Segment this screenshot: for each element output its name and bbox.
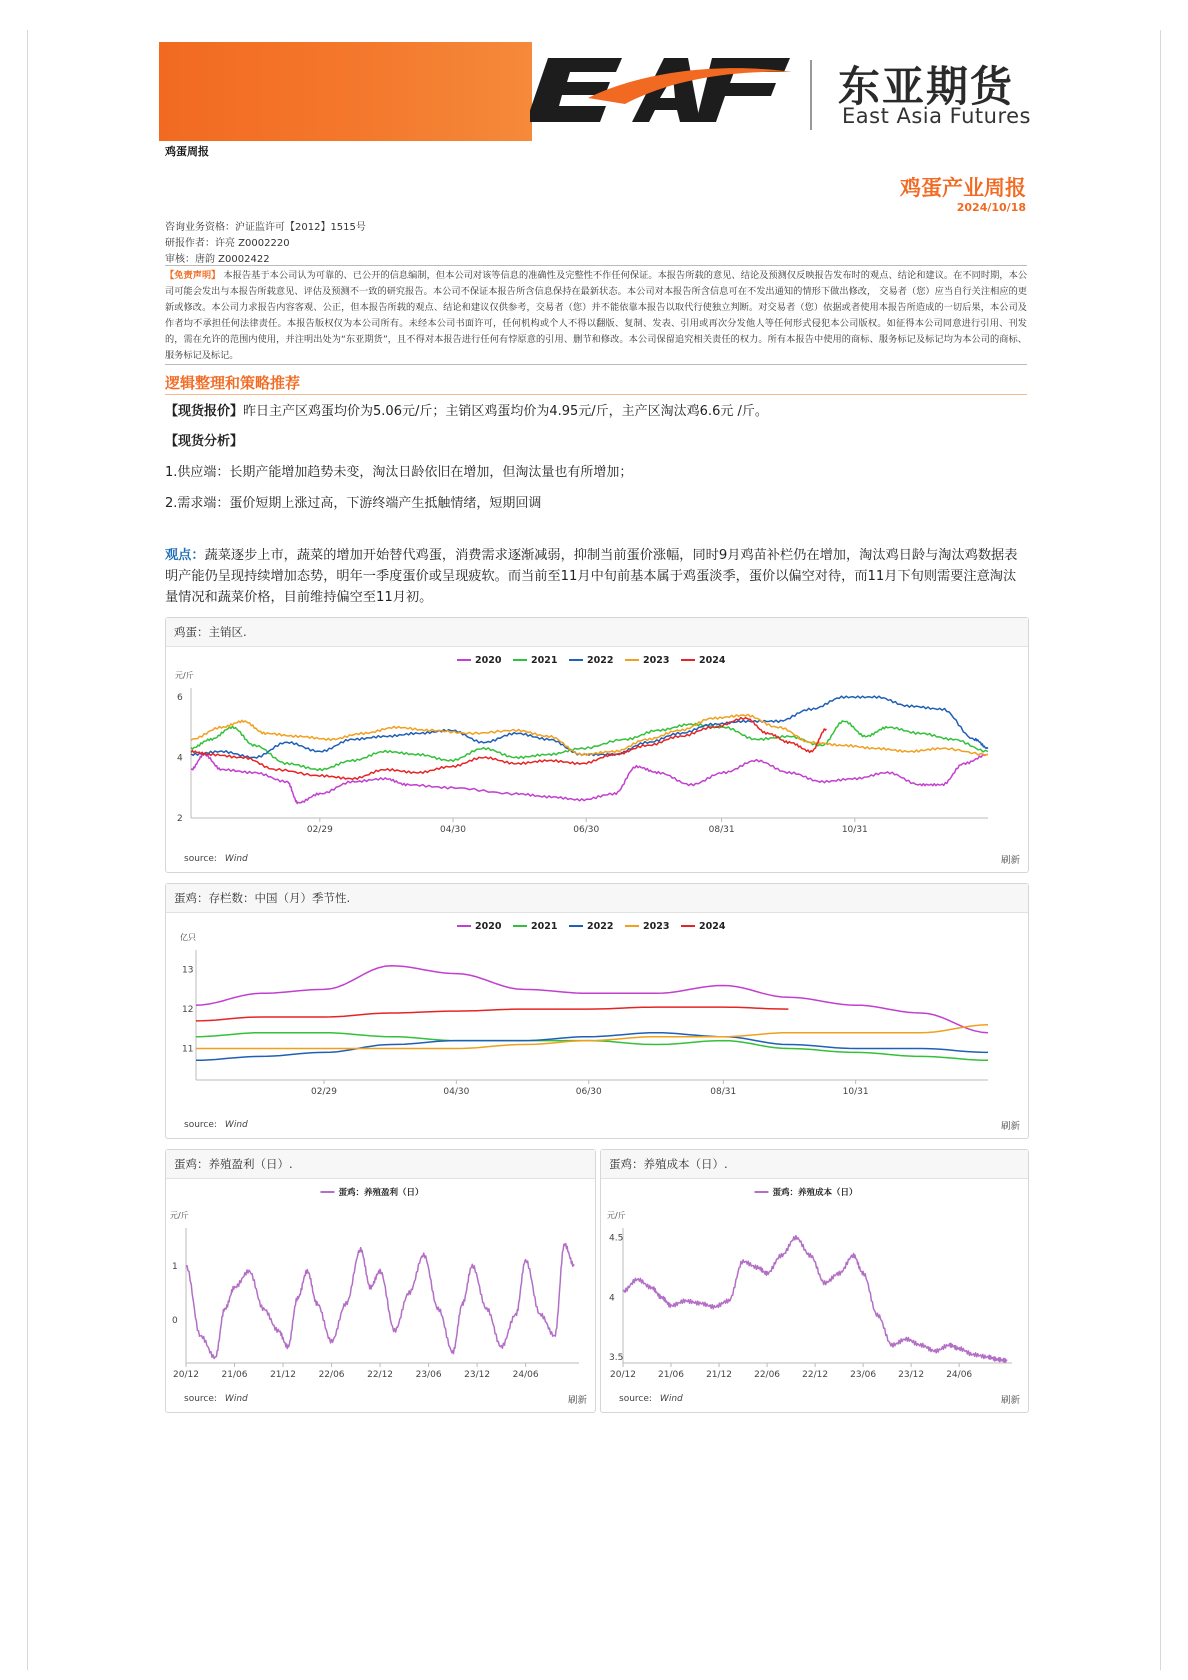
page-border-left bbox=[27, 30, 28, 1670]
chart-source: source: Wind bbox=[619, 1394, 683, 1404]
chart-source: source: Wind bbox=[184, 1394, 248, 1404]
refresh-button[interactable]: 刷新 bbox=[1000, 1121, 1020, 1132]
legend-label: 2021 bbox=[531, 921, 558, 932]
legend-label: 2024 bbox=[699, 921, 726, 932]
spot-price-paragraph bbox=[165, 400, 768, 419]
series-line-2022 bbox=[196, 1033, 988, 1061]
series-line-2024 bbox=[196, 1007, 788, 1021]
refresh-button[interactable]: 刷新 bbox=[1000, 855, 1020, 866]
eaf-logo bbox=[530, 52, 800, 130]
y-tick-label: 1 bbox=[172, 1261, 178, 1272]
logo-divider bbox=[810, 60, 812, 130]
x-tick-label: 04/30 bbox=[440, 825, 466, 835]
x-tick-label: 20/12 bbox=[173, 1370, 199, 1380]
brand-name-en: East Asia Futures bbox=[842, 104, 1031, 128]
x-tick-label: 06/30 bbox=[573, 825, 600, 835]
legend-label: 2023 bbox=[643, 921, 670, 932]
legend-label: 2022 bbox=[587, 655, 614, 666]
x-tick-label: 02/29 bbox=[311, 1087, 337, 1097]
disclaimer-text: 本报告基于本公司认为可靠的、已公开的信息编制，但本公司对该等信息的准确性及完整性不作任何保证。本报告所载的意见、结论及预测仅反映报告发布时的观点、结论和建议。在不同时期，本公司可能会发出与本报告所载意见、评估及预测不一致的研究报告。本公司不保证本报告所含信息保持在最新状态。本公司对本报告所含信息可在不发出通知的情形下做出修改， 交易者（您）应当自行关注相应的更新或修改。本公司力求报告内容客观、公正，但本报告所载的观点、结论和建议仅供参考，交易者（您）并不能依靠本报告以取代行使独立判断。对交易者（您）依据或者使用本报告所造成的一切后果，本公司及作者均不承担任何法律责任。本报告版权仅为本公司所有。未经本公司书面许可，任何机构或个人不得以翻版、复制、发表、引用或再次分发他人等任何形式侵犯本公司版权。如征得本公司同意进行引用、刊发的，需在允许的范围内使用，并注明出处为“东亚期货”，且不得对本报告进行任何有悖原意的引用、删节和修改。本公司保留追究相关责任的权力。所有本报告中使用的商标、服务标记及标记均为本公司的商标、服务标记及标记。 bbox=[165, 270, 1028, 361]
legend-label: 蛋鸡：养殖盈利（日） bbox=[338, 1188, 424, 1198]
chart-panel-breeding-profit bbox=[165, 1149, 596, 1413]
refresh-button[interactable]: 刷新 bbox=[567, 1395, 587, 1406]
x-tick-label: 04/30 bbox=[443, 1087, 470, 1097]
header-orange-band bbox=[159, 42, 532, 141]
spot-price-label: 【现货报价】 bbox=[165, 404, 244, 419]
x-tick-label: 20/12 bbox=[610, 1370, 636, 1380]
x-tick-label: 21/12 bbox=[270, 1370, 297, 1380]
y-tick-label: 2 bbox=[177, 814, 183, 824]
chart-egg-sales-price bbox=[166, 646, 1028, 842]
x-tick-label: 06/30 bbox=[575, 1087, 602, 1097]
y-axis-label: 元/斤 bbox=[170, 1211, 189, 1220]
spot-price-text: 昨日主产区鸡蛋均价为5.06元/斤；主销区鸡蛋均价为4.95元/斤，主产区淘汰鸡6.6元 /斤。 bbox=[243, 404, 768, 419]
view-text: 蔬菜逐步上市，蔬菜的增加开始替代鸡蛋，消费需求逐渐减弱，抑制当前蛋价涨幅，同时9月鸡苗补栏仍在增加，淘汰鸡日龄与淘汰鸡数据表明产能仍呈现持续增加态势，明年一季度蛋价或呈现疲软。而当前至11月中旬前基本属于鸡蛋淡季，蛋价以偏空对待，而11月下旬则需要注意淘汰量情况和蔬菜价格，目前维持偏空至11月初。 bbox=[165, 548, 1018, 605]
chart-title: 蛋鸡：养殖成本（日）. bbox=[601, 1150, 1028, 1179]
y-tick-label: 6 bbox=[177, 693, 183, 704]
x-tick-label: 21/12 bbox=[706, 1370, 733, 1380]
x-tick-label: 24/06 bbox=[946, 1370, 973, 1380]
x-tick-label: 10/31 bbox=[842, 1087, 869, 1097]
divider-disclaimer bbox=[165, 364, 1027, 365]
x-tick-label: 22/06 bbox=[754, 1370, 781, 1380]
chart-title: 蛋鸡：养殖盈利（日）. bbox=[166, 1150, 595, 1179]
chart-panel-egg-sales-price bbox=[165, 617, 1029, 873]
disclaimer-tag: 【免责声明】 bbox=[165, 270, 221, 281]
chart-breeding-cost bbox=[601, 1178, 1028, 1382]
chart-title: 鸡蛋：主销区. bbox=[166, 618, 1028, 647]
section-underline bbox=[165, 394, 1027, 395]
x-tick-label: 21/06 bbox=[221, 1370, 248, 1380]
legend-label: 2020 bbox=[475, 655, 502, 666]
report-tag: 鸡蛋周报 bbox=[165, 145, 209, 158]
report-title: 鸡蛋产业周报 bbox=[900, 176, 1026, 200]
chart-breeding-profit bbox=[166, 1178, 595, 1382]
legend-label: 2024 bbox=[699, 655, 726, 666]
x-tick-label: 08/31 bbox=[708, 825, 735, 835]
y-tick-label: 3.5 bbox=[609, 1353, 624, 1364]
series-line-2020 bbox=[196, 966, 988, 1033]
x-tick-label: 23/12 bbox=[464, 1370, 491, 1380]
chart-source: source: Wind bbox=[184, 854, 248, 864]
series-line-2024 bbox=[191, 718, 826, 780]
y-axis-label: 元/斤 bbox=[175, 671, 194, 680]
x-tick-label: 21/06 bbox=[658, 1370, 684, 1380]
x-tick-label: 23/12 bbox=[898, 1370, 925, 1380]
y-tick-label: 13 bbox=[182, 965, 194, 976]
page-border-right bbox=[1160, 30, 1161, 1670]
chart-layer-stock bbox=[166, 912, 1028, 1108]
chart-panel-breeding-cost bbox=[600, 1149, 1029, 1413]
legend-label: 2020 bbox=[475, 921, 502, 932]
divider-top bbox=[165, 265, 1027, 266]
y-tick-label: 4.5 bbox=[609, 1233, 624, 1244]
section-title: 逻辑整理和策略推荐 bbox=[165, 374, 301, 392]
x-tick-label: 22/12 bbox=[367, 1370, 394, 1380]
x-tick-label: 23/06 bbox=[415, 1370, 442, 1380]
series-line-2021 bbox=[191, 721, 988, 771]
legend-label: 蛋鸡：养殖成本（日） bbox=[772, 1188, 858, 1198]
y-tick-label: 4 bbox=[177, 753, 183, 764]
y-tick-label: 4 bbox=[609, 1293, 615, 1304]
x-tick-label: 08/31 bbox=[710, 1087, 737, 1097]
legend-label: 2021 bbox=[531, 655, 558, 666]
chart-source: source: Wind bbox=[184, 1120, 248, 1130]
y-tick-label: 11 bbox=[182, 1044, 194, 1055]
x-tick-label: 22/06 bbox=[318, 1370, 345, 1380]
reviewer-info: 审核：唐韵 Z0002422 bbox=[165, 254, 270, 265]
refresh-button[interactable]: 刷新 bbox=[1000, 1395, 1020, 1406]
legend-label: 2023 bbox=[643, 655, 670, 666]
x-tick-label: 22/12 bbox=[802, 1370, 829, 1380]
y-tick-label: 0 bbox=[172, 1315, 178, 1326]
y-tick-label: 12 bbox=[182, 1005, 194, 1016]
x-tick-label: 10/31 bbox=[841, 825, 868, 835]
view-paragraph bbox=[165, 545, 1027, 608]
brand-name-cn: 东亚期货 bbox=[838, 62, 1015, 111]
report-date: 2024/10/18 bbox=[956, 201, 1026, 214]
y-axis-label: 亿只 bbox=[180, 933, 196, 942]
x-tick-label: 02/29 bbox=[306, 825, 333, 835]
disclaimer bbox=[165, 268, 1027, 364]
chart-panel-layer-stock bbox=[165, 883, 1029, 1139]
legend-label: 2022 bbox=[587, 921, 614, 932]
spot-analysis-label: 【现货分析】 bbox=[165, 434, 244, 449]
author-info: 研报作者：许亮 Z0002220 bbox=[165, 238, 290, 249]
x-tick-label: 23/06 bbox=[850, 1370, 877, 1380]
license-info: 咨询业务资格：沪证监许可【2012】1515号 bbox=[165, 222, 366, 233]
demand-analysis: 2.需求端：蛋价短期上涨过高，下游终端产生抵触情绪，短期回调 bbox=[165, 496, 542, 511]
series-line-蛋鸡：养殖成本（日） bbox=[623, 1236, 1007, 1363]
supply-analysis: 1.供应端：长期产能增加趋势未变，淘汰日龄依旧在增加，但淘汰量也有所增加； bbox=[165, 465, 633, 480]
chart-title: 蛋鸡：存栏数：中国（月）季节性. bbox=[166, 884, 1028, 913]
view-label: 观点： bbox=[165, 548, 205, 563]
series-line-蛋鸡：养殖盈利（日） bbox=[186, 1244, 574, 1359]
x-tick-label: 24/06 bbox=[512, 1370, 539, 1380]
y-axis-label: 元/斤 bbox=[607, 1211, 626, 1220]
